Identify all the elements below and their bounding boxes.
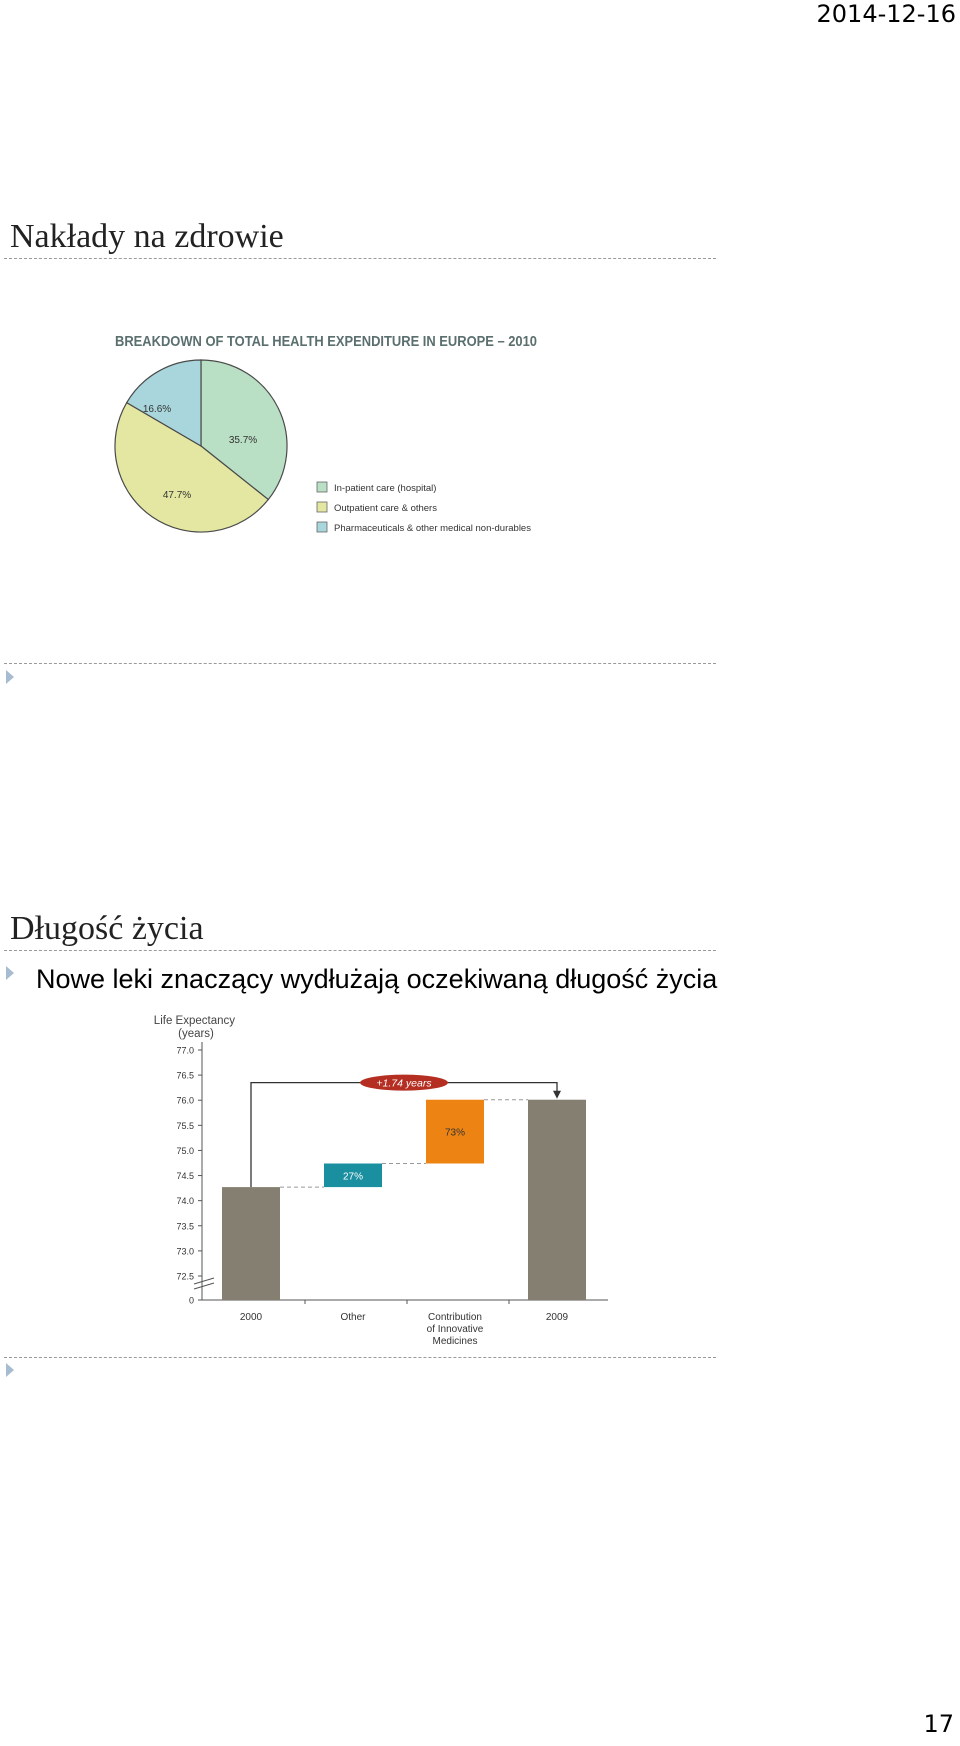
y-tick-label: 74.0 bbox=[176, 1196, 194, 1207]
annotation-label: +1.74 years bbox=[376, 1077, 432, 1090]
x-category-label: 2000 bbox=[239, 1312, 263, 1323]
legend-label: Outpatient care & others bbox=[334, 503, 437, 514]
legend-label: In-patient care (hospital) bbox=[334, 483, 437, 494]
pie-slice-label: 35.7% bbox=[228, 435, 258, 446]
y-tick-label: 73.5 bbox=[176, 1221, 194, 1232]
x-category-label: 2009 bbox=[545, 1312, 569, 1323]
bar-data-label: 27% bbox=[342, 1171, 364, 1183]
bar-data-label: 73% bbox=[444, 1127, 466, 1139]
pie-chart-title: BREAKDOWN OF TOTAL HEALTH EXPENDITURE IN EUROPE – 2010 bbox=[115, 333, 537, 350]
axis-break-mark bbox=[194, 1283, 214, 1289]
empty-bullet-icon bbox=[6, 1363, 14, 1377]
y-tick-label: 0 bbox=[188, 1295, 194, 1306]
y-tick-label: 75.0 bbox=[176, 1145, 194, 1156]
legend-swatch bbox=[317, 502, 327, 512]
slide-1-title: Nakłady na zdrowie bbox=[10, 218, 284, 255]
bullet-text: Nowe leki znaczący wydłużają oczekiwaną długość życia bbox=[36, 964, 718, 994]
y-tick-label: 76.5 bbox=[176, 1070, 194, 1081]
axis-break-mark bbox=[194, 1278, 214, 1284]
y-tick-label: 72.5 bbox=[176, 1271, 194, 1282]
slide-1-title-divider bbox=[4, 258, 716, 259]
x-category-label: Contribution of Innovative Medicines bbox=[426, 1312, 484, 1347]
pie-slice-label: 47.7% bbox=[162, 490, 192, 501]
legend-label: Pharmaceuticals & other medical non-durables bbox=[334, 523, 531, 534]
slide-1-bottom-divider bbox=[4, 663, 716, 664]
y-tick-label: 74.5 bbox=[176, 1171, 194, 1182]
waterfall-bar bbox=[528, 1100, 586, 1300]
page-number: 17 bbox=[923, 1710, 954, 1738]
y-axis-label: Life Expectancy (years) bbox=[153, 1015, 235, 1040]
annotation-arrow-line bbox=[251, 1083, 557, 1187]
empty-bullet-icon bbox=[6, 670, 14, 684]
y-tick-label: 77.0 bbox=[176, 1045, 194, 1056]
y-tick-label: 75.5 bbox=[176, 1120, 194, 1131]
slide-2-title-divider bbox=[4, 950, 716, 951]
y-tick-label: 76.0 bbox=[176, 1095, 194, 1106]
document-date: 2014-12-16 bbox=[816, 0, 956, 28]
arrow-head-icon bbox=[553, 1091, 561, 1099]
y-tick-label: 73.0 bbox=[176, 1246, 194, 1257]
pie-slice-label: 16.6% bbox=[142, 404, 172, 415]
slide-2-title: Długość życia bbox=[10, 910, 204, 947]
waterfall-bar bbox=[222, 1187, 280, 1300]
bullet-arrow-icon bbox=[6, 966, 14, 980]
life-expectancy-waterfall-chart bbox=[150, 1010, 620, 1355]
legend-swatch bbox=[317, 482, 327, 492]
health-expenditure-pie-chart bbox=[100, 320, 560, 550]
x-category-label: Other bbox=[340, 1312, 366, 1323]
slide-2-bottom-divider bbox=[4, 1357, 716, 1358]
legend-swatch bbox=[317, 522, 327, 532]
